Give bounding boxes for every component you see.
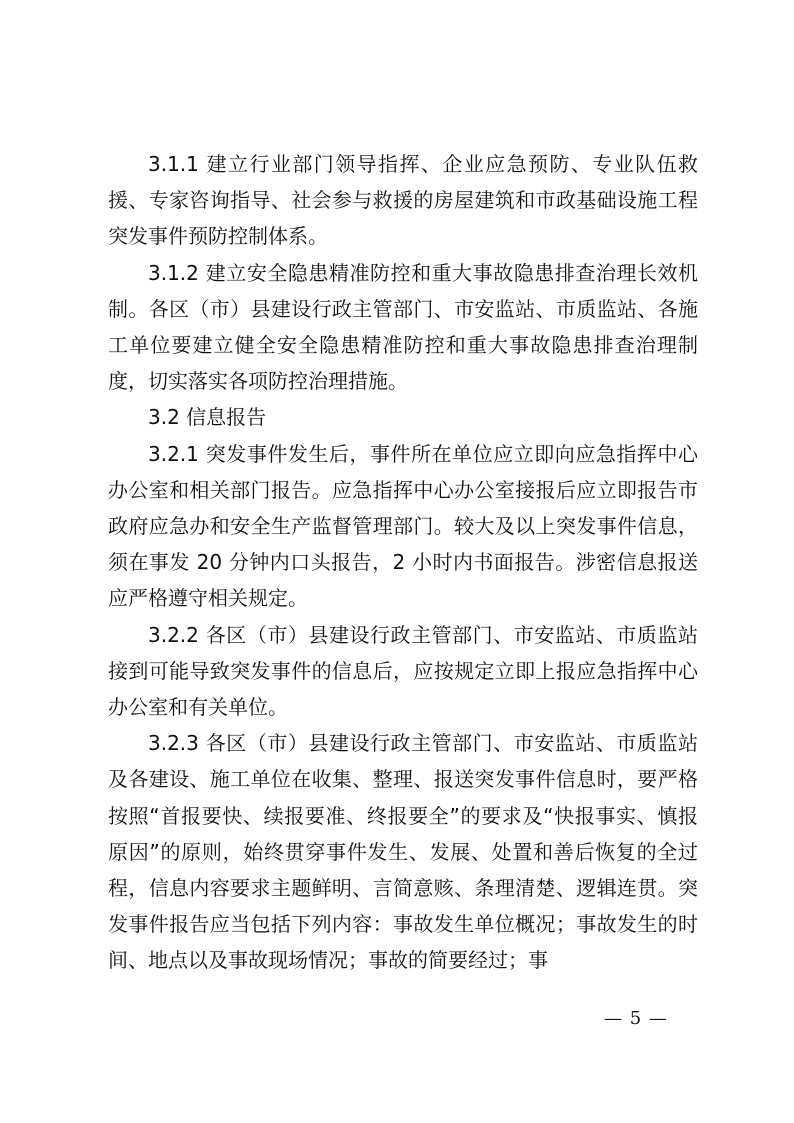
- paragraph-3-2-1: 3.2.1 突发事件发生后，事件所在单位应立即向应急指挥中心办公室和相关部门报告。应急指挥中心办公室接报后应立即报告市政府应急办和安全生产监督管理部门。较大及以上突发事件信息，须在事发 20 分钟内口头报告，2 小时内书面报告。涉密信息报送应严格遵守相关规定。: [108, 441, 698, 611]
- body-text: [108, 146, 698, 979]
- paragraph-3-1-1: 3.1.1 建立行业部门领导指挥、企业应急预防、专业队伍救援、专家咨询指导、社会参与救援的房屋建筑和市政基础设施工程突发事件预防控制体系。: [108, 152, 698, 249]
- paragraph-3-2-2: 3.2.2 各区（市）县建设行政主管部门、市安监站、市质监站接到可能导致突发事件的信息后，应按规定立即上报应急指挥中心办公室和有关单位。: [108, 622, 698, 720]
- paragraph-3-2-3: 3.2.3 各区（市）县建设行政主管部门、市安监站、市质监站及各建设、施工单位在收集、整理、报送突发事件信息时，要严格按照“首报要快、续报要准、终报要全”的要求及“快报事实、慎报原因”的原则，始终贯穿事件发生、发展、处置和善后恢复的全过程，信息内容要求主题鲜明、言简意赅、条理清楚、逻辑连贯。突发事件报告应当包括下列内容：事故发生单位概况；事故发生的时间、地点以及事故现场情况；事故的简要经过；事: [108, 731, 698, 973]
- page-number: — 5 —: [604, 1008, 668, 1029]
- section-heading-3-2: 3.2 信息报告: [148, 405, 267, 430]
- paragraph-3-1-2: 3.1.2 建立安全隐患精准防控和重大事故隐患排查治理长效机制。各区（市）县建设行政主管部门、市安监站、市质监站、各施工单位要建立健全安全隐患精准防控和重大事故隐患排查治理制度，切实落实各项防控治理措施。: [108, 260, 698, 394]
